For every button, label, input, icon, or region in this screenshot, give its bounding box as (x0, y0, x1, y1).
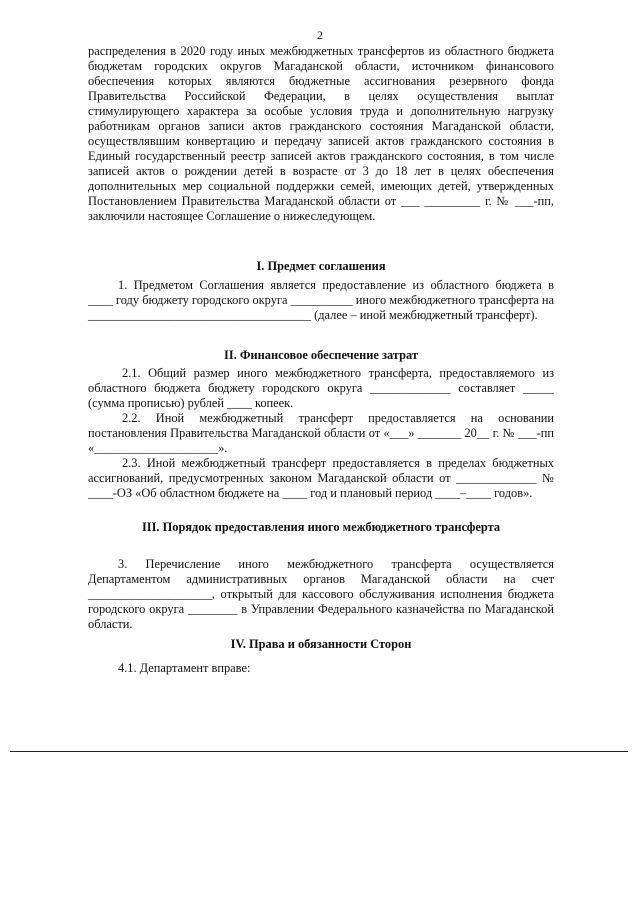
intro-paragraph: распределения в 2020 году иных межбюджетных трансфертов из областного бюджета бюджетам городских округов Магаданской области, источником финансового обеспечения которых являются бюджетные ассигнования резервного фонда Правительства Российской Федерации, в целях осуществления выплат стимулирующего характера за особые условия труда и дополнительную нагрузку работникам органов записи актов гражданского состояния Магаданской области, осуществлявшим конвертацию и передачу записей актов гражданского состояния в Единый государственный реестр записей актов гражданского состояния, в том числе записей актов о рождении детей в возрасте от 3 до 18 лет в целях обеспечения дополнительных мер социальной поддержки семей, имеющих детей, утвержденных Постановлением Правительства Магаданской области от ___ _________ г. № ___-пп, заключили настоящее Соглашение о нижеследующем. (88, 44, 554, 223)
section-3-body (88, 557, 554, 632)
paragraph-4-1: 4.1. Департамент вправе: (118, 661, 251, 675)
paragraph-2-2: 2.2. Иной межбюджетный трансферт предоставляется на основании постановления Правительства Магаданской области от «___» _______ 20__ г. № ___-пп «____________________». (88, 411, 554, 455)
section-1-body (88, 278, 554, 323)
section-heading: I. Предмет соглашения (256, 259, 386, 273)
paragraph-2-3: 2.3. Иной межбюджетный трансферт предоставляется в пределах бюджетных ассигнований, предусмотренных законом Магаданской области от _____________ № ____-ОЗ «Об областном бюджете на ____ год и плановый период ____–____ годов». (88, 456, 554, 500)
page-divider (10, 751, 628, 752)
section-4 (88, 637, 554, 652)
paragraph-2-1: 2.1. Общий размер иного межбюджетного трансферта, предоставляемого из областного бюджета бюджету городского округа _____________ составляет _____ (сумма прописью) рублей ____ копеек. (88, 366, 554, 410)
section-2 (88, 348, 554, 363)
section-heading: IV. Права и обязанности Сторон (230, 637, 412, 651)
section-4-body (88, 661, 554, 676)
paragraph-3: 3. Перечисление иного межбюджетного трансферта осуществляется Департаментом административных органов Магаданской области на счет ____________________, открытый для кассового обслуживания исполнения бюджета городского округа ________ в Управлении Федерального казначейства по Магаданской области. (88, 557, 554, 631)
section-2-body (88, 366, 554, 501)
section-1 (88, 259, 554, 274)
section-heading: III. Порядок предоставления иного межбюджетного трансферта (141, 520, 501, 534)
section-3 (88, 520, 554, 535)
intro-block (88, 44, 554, 224)
page-number: 2 (317, 28, 323, 42)
section-heading: II. Финансовое обеспечение затрат (224, 348, 418, 362)
paragraph-1: 1. Предметом Соглашения является предоставление из областного бюджета в ____ году бюджету городского округа __________ иного межбюджетного трансферта на ____________________________________ (далее – иной межбюджетный трансферт). (88, 278, 554, 322)
